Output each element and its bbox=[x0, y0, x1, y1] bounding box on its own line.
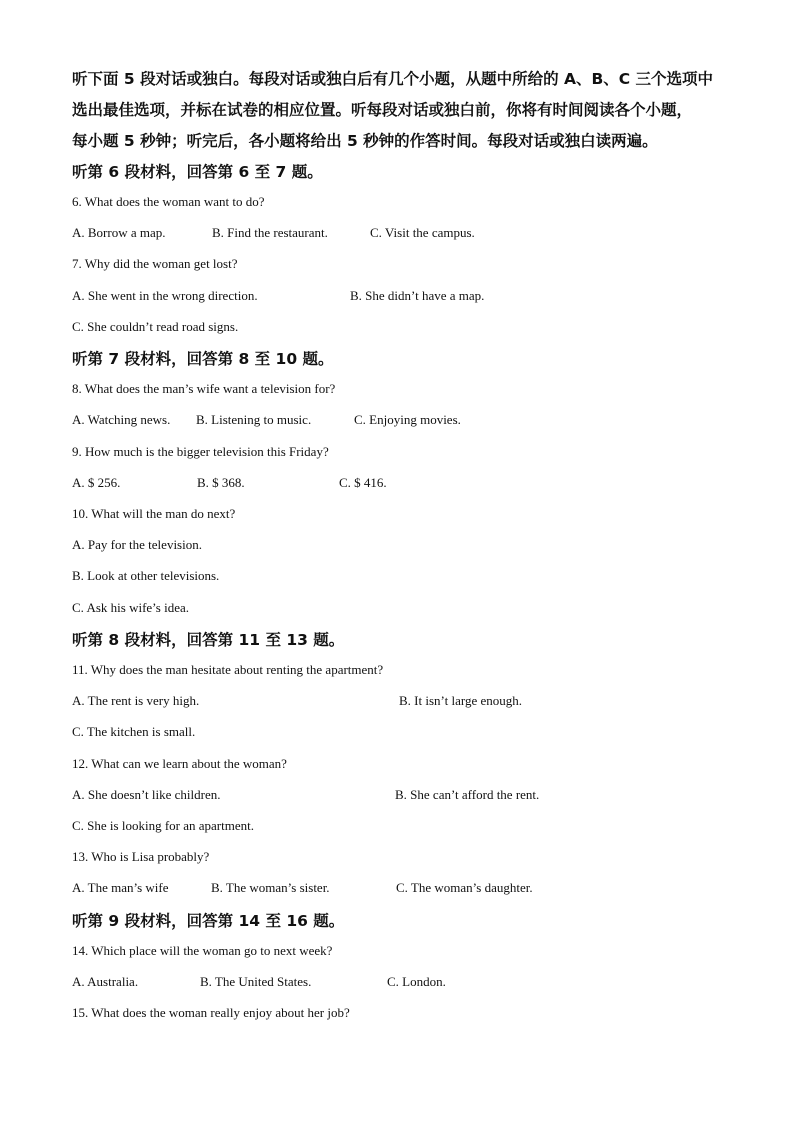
option-13c: C. The woman’s daughter. bbox=[396, 880, 533, 895]
instruction-line: 每小题 5 秒钟；听完后，各小题将给出 5 秒钟的作答时间。每段对话或独白读两遍。 bbox=[72, 132, 658, 150]
option-14a: A. Australia. bbox=[72, 974, 139, 989]
question-13: 13. Who is Lisa probably? bbox=[72, 849, 210, 864]
option-12c: C. She is looking for an apartment. bbox=[72, 818, 254, 833]
question-9: 9. How much is the bigger television this Friday? bbox=[72, 444, 329, 459]
option-7a: A. She went in the wrong direction. bbox=[72, 288, 258, 303]
option-6b: B. Find the restaurant. bbox=[212, 225, 328, 240]
question-6: 6. What does the woman want to do? bbox=[72, 194, 265, 209]
option-9b: B. $ 368. bbox=[197, 475, 245, 490]
option-10c: C. Ask his wife’s idea. bbox=[72, 600, 189, 615]
section-heading-7: 听第 7 段材料，回答第 8 至 10 题。 bbox=[72, 350, 334, 368]
section-heading-8: 听第 8 段材料，回答第 11 至 13 题。 bbox=[72, 631, 345, 649]
option-12b: B. She can’t afford the rent. bbox=[395, 787, 540, 802]
option-11a: A. The rent is very high. bbox=[72, 693, 200, 708]
question-12: 12. What can we learn about the woman? bbox=[72, 756, 287, 771]
option-8a: A. Watching news. bbox=[72, 412, 171, 427]
listening-instructions bbox=[72, 64, 732, 157]
option-9a: A. $ 256. bbox=[72, 475, 121, 490]
question-14: 14. Which place will the woman go to next week? bbox=[72, 943, 333, 958]
option-7b: B. She didn’t have a map. bbox=[350, 288, 485, 303]
option-10a: A. Pay for the television. bbox=[72, 537, 202, 552]
option-8c: C. Enjoying movies. bbox=[354, 412, 461, 427]
question-8: 8. What does the man’s wife want a television for? bbox=[72, 381, 336, 396]
question-7: 7. Why did the woman get lost? bbox=[72, 256, 238, 271]
option-11b: B. It isn’t large enough. bbox=[399, 693, 523, 708]
section-heading-9: 听第 9 段材料，回答第 14 至 16 题。 bbox=[72, 912, 345, 930]
option-13a: A. The man’s wife bbox=[72, 880, 169, 895]
option-6a: A. Borrow a map. bbox=[72, 225, 166, 240]
option-9c: C. $ 416. bbox=[339, 475, 387, 490]
option-6c: C. Visit the campus. bbox=[370, 225, 475, 240]
option-8b: B. Listening to music. bbox=[196, 412, 312, 427]
question-15: 15. What does the woman really enjoy about her job? bbox=[72, 1005, 350, 1020]
option-12a: A. She doesn’t like children. bbox=[72, 787, 221, 802]
option-10b: B. Look at other televisions. bbox=[72, 568, 220, 583]
option-11c: C. The kitchen is small. bbox=[72, 724, 196, 739]
question-10: 10. What will the man do next? bbox=[72, 506, 236, 521]
section-heading-6: 听第 6 段材料，回答第 6 至 7 题。 bbox=[72, 163, 323, 181]
question-11: 11. Why does the man hesitate about renting the apartment? bbox=[72, 662, 384, 677]
option-13b: B. The woman’s sister. bbox=[211, 880, 330, 895]
instruction-line: 选出最佳选项，并标在试卷的相应位置。听每段对话或独白前，你将有时间阅读各个小题， bbox=[72, 101, 693, 119]
option-14b: B. The United States. bbox=[200, 974, 312, 989]
option-14c: C. London. bbox=[387, 974, 446, 989]
option-7c: C. She couldn’t read road signs. bbox=[72, 319, 239, 334]
instruction-line: 听下面 5 段对话或独白。每段对话或独白后有几个小题，从题中所给的 A、B、C 三个选项中 bbox=[72, 70, 714, 88]
